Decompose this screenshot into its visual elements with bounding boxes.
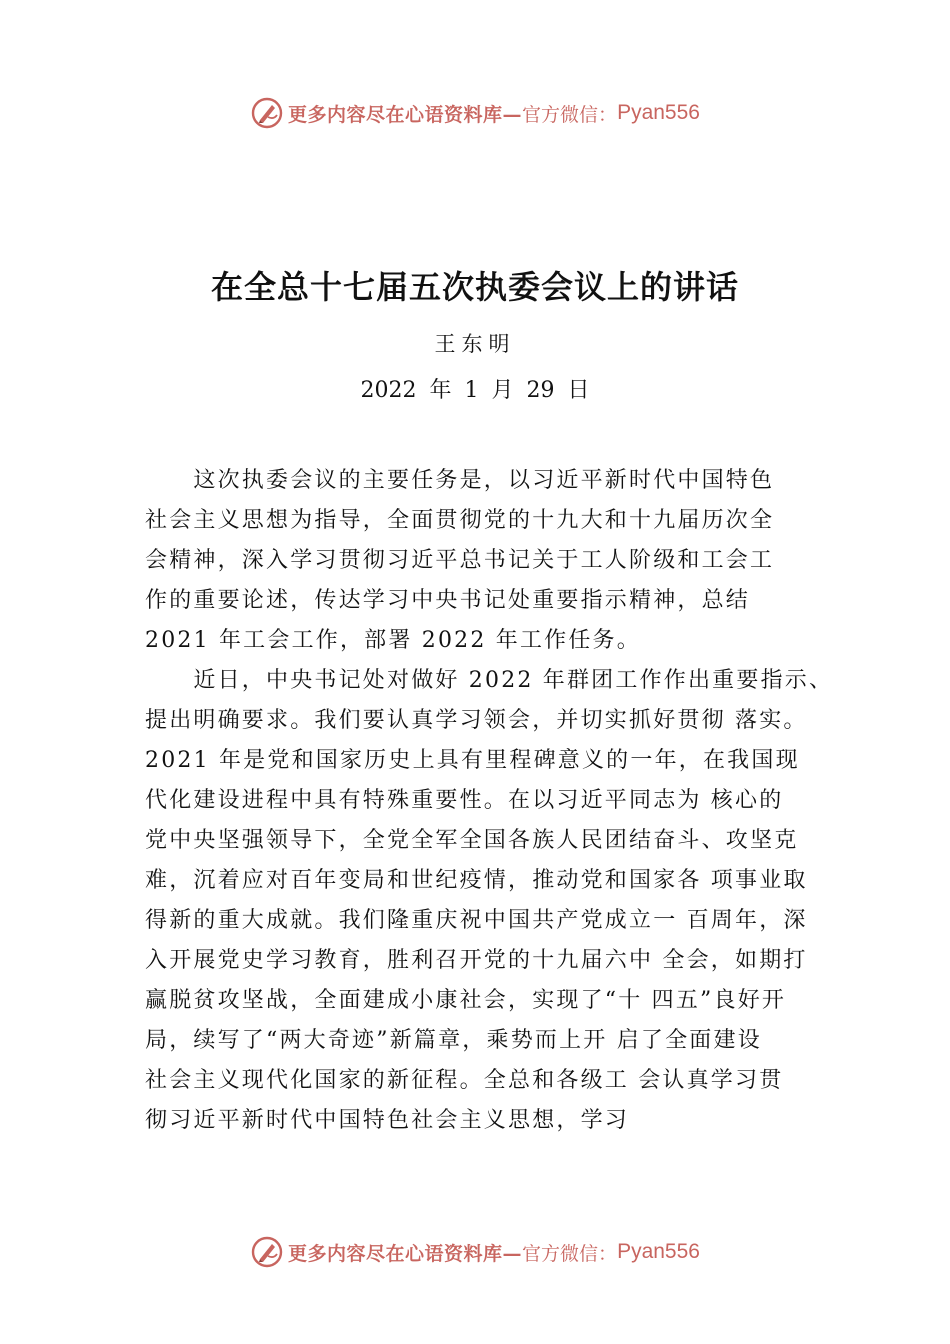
watermark-wechat-label: 官方微信： (522, 1242, 618, 1265)
paragraph-line: 作的重要论述，传达学习中央书记处重要指示精神，总结 (145, 588, 751, 613)
watermark-wechat-label: 官方微信： (522, 103, 618, 126)
document-author: 王东明 (434, 332, 516, 356)
paragraph-line: 得新的重大成就。我们隆重庆祝中国共产党成立一 百周年，深 (145, 908, 808, 933)
paragraph-line: 会精神，深入学习贯彻习近平总书记关于工人阶级和工会工 (145, 548, 775, 573)
paragraph-line: 赢脱贫攻坚战，全面建成小康社会，实现了“十 四五”良好开 (145, 988, 787, 1013)
paragraph-line: 局，续写了“两大奇迹”新篇章，乘势而上开 启了全面建设 (145, 1028, 762, 1053)
paragraph-2 (145, 661, 865, 1141)
paragraph-line: 提出明确要求。我们要认真学习领会，并切实抓好贯彻 落实。 (145, 708, 808, 733)
pen-logo-icon (250, 96, 284, 130)
pen-logo-icon (250, 1235, 284, 1269)
paragraph-line: 彻习近平新时代中国特色社会主义思想，学习 (145, 1108, 630, 1133)
paragraph-line: 2021 年工会工作，部署 2022 年工作任务。 (145, 628, 641, 653)
paragraph-line: 2021 年是党和国家历史上具有里程碑意义的一年，在我国现 (145, 748, 800, 773)
paragraph-line: 代化建设进程中具有特殊重要性。在以习近平同志为 核心的 (145, 788, 784, 813)
paragraph-line: 近日，中央书记处对做好 2022 年群团工作作出重要指示、 (145, 668, 834, 693)
paragraph-1 (145, 461, 865, 661)
paragraph-line: 社会主义思想为指导，全面贯彻党的十九大和十九届历次全 (145, 508, 775, 533)
watermark-banner-bottom (0, 1232, 950, 1272)
document-date: 2022 年 1 月 29 日 (360, 378, 590, 403)
paragraph-line: 难，沉着应对百年变局和世纪疫情，推动党和国家各 项事业取 (145, 868, 808, 893)
paragraph-line: 入开展党史学习教育，胜利召开党的十九届六中 全会，如期打 (145, 948, 808, 973)
watermark-banner-top (0, 93, 950, 133)
paragraph-line: 党中央坚强领导下，全党全军全国各族人民团结奋斗、攻坚克 (145, 828, 799, 853)
document-title: 在全总十七届五次执委会议上的讲话 (210, 268, 739, 306)
paragraph-line: 这次执委会议的主要任务是，以习近平新时代中国特色 (145, 468, 775, 493)
watermark-wechat-id: Pyan556 (617, 1240, 700, 1263)
watermark-wechat-id: Pyan556 (617, 101, 700, 124)
watermark-text: 更多内容尽在心语资料库— (288, 103, 523, 126)
paragraph-line: 社会主义现代化国家的新征程。全总和各级工 会认真学习贯 (145, 1068, 784, 1093)
watermark-text: 更多内容尽在心语资料库— (288, 1242, 523, 1265)
